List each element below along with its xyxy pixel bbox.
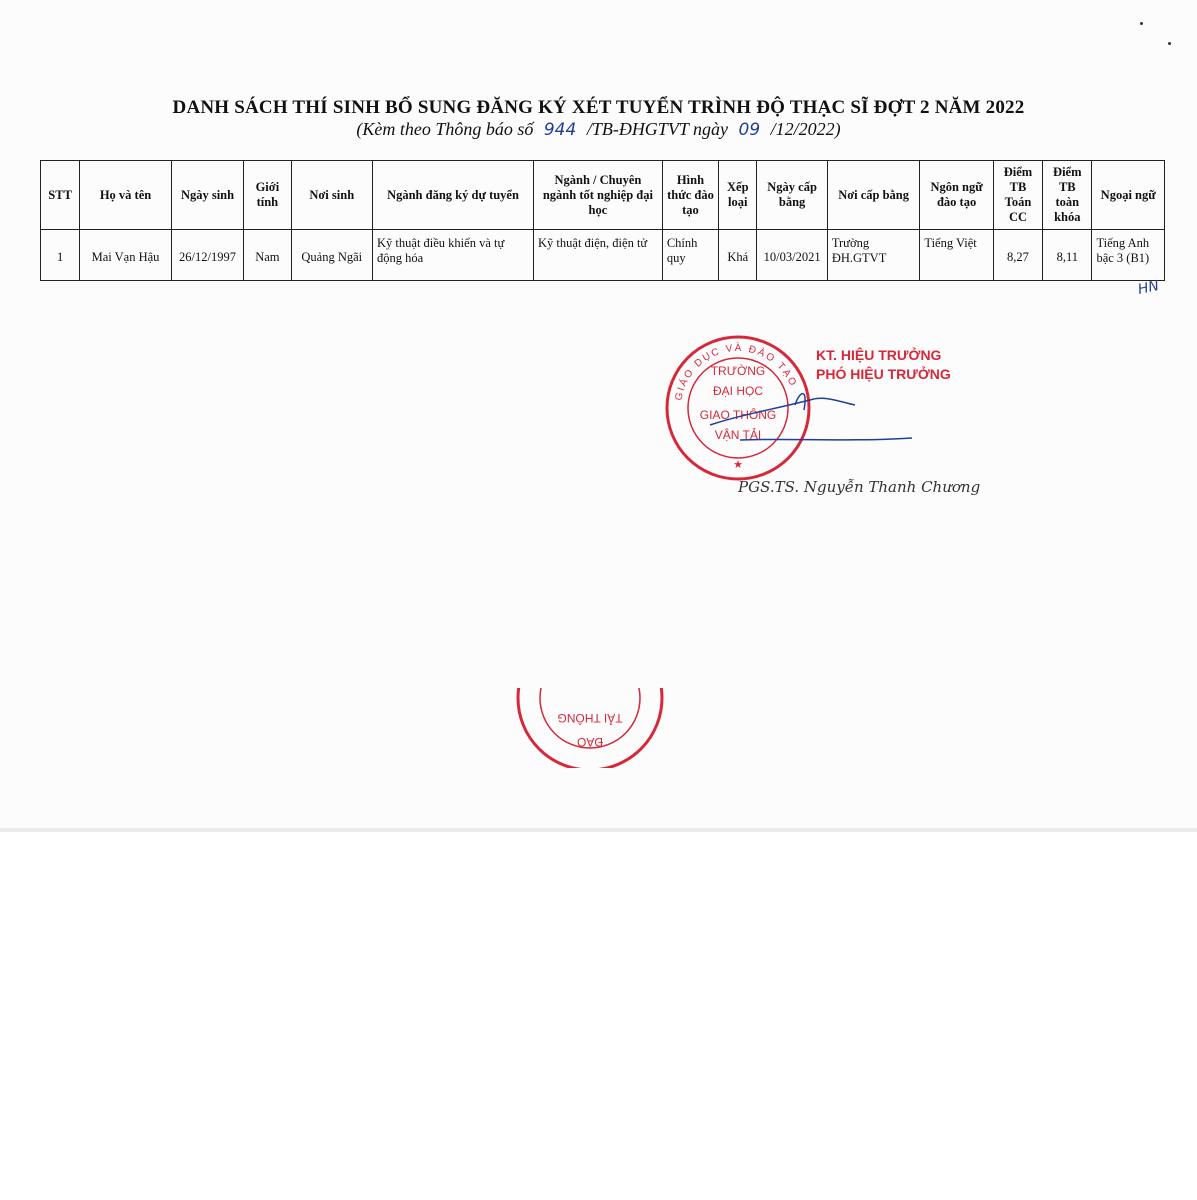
scan-edge xyxy=(0,828,1197,832)
svg-text:TRƯỜNG: TRƯỜNG xyxy=(710,364,766,378)
signature-title xyxy=(816,346,951,384)
cell-math-score: 8,27 xyxy=(993,230,1042,281)
header-cell: Ngành đăng ký dự tuyển xyxy=(373,161,534,230)
cell-classification: Khá xyxy=(719,230,757,281)
svg-text:ĐẠI HỌC: ĐẠI HỌC xyxy=(712,384,764,398)
cell-training-form: Chính quy xyxy=(662,230,718,281)
signature-title-line2: PHÓ HIỆU TRƯỞNG xyxy=(816,366,951,382)
cell-birth-date: 26/12/1997 xyxy=(171,230,243,281)
svg-text:GIÁO DỤC VÀ ĐÀO TẠO: GIÁO DỤC VÀ ĐÀO TẠO xyxy=(673,342,799,402)
cell-gender: Nam xyxy=(244,230,291,281)
candidate-table xyxy=(40,160,1165,281)
signatory-name: PGS.TS. Nguyễn Thanh Chương xyxy=(738,478,981,496)
notice-day: 09 xyxy=(738,120,761,140)
subtitle-prefix: (Kèm theo Thông báo số xyxy=(356,119,534,139)
cell-graduated-major: Kỹ thuật điện, điện tử xyxy=(534,230,663,281)
scan-speck xyxy=(1140,22,1143,25)
cell-stt: 1 xyxy=(41,230,80,281)
header-cell: Nơi cấp bằng xyxy=(827,161,920,230)
cell-degree-date: 10/03/2021 xyxy=(757,230,827,281)
cell-name: Mai Vạn Hậu xyxy=(80,230,172,281)
header-cell: Ngày cấp bằng xyxy=(757,161,827,230)
cell-foreign-language: Tiếng Anh bậc 3 (B1) xyxy=(1092,230,1165,281)
header-cell: Họ và tên xyxy=(80,161,172,230)
header-cell: Ngoại ngữ xyxy=(1092,161,1165,230)
header-cell: Ngày sinh xyxy=(171,161,243,230)
header-cell: Nơi sinh xyxy=(291,161,373,230)
header-cell: Giới tính xyxy=(244,161,291,230)
svg-text:GIAO THÔNG: GIAO THÔNG xyxy=(699,408,777,422)
document-subtitle xyxy=(0,119,1197,140)
seal-bleed-through xyxy=(512,688,668,768)
document-title: DANH SÁCH THÍ SINH BỔ SUNG ĐĂNG KÝ XÉT TUYỂN TRÌNH ĐỘ THẠC SĨ ĐỢT 2 NĂM 2022 xyxy=(172,97,1025,118)
cell-language: Tiếng Việt xyxy=(920,230,993,281)
cell-registered-major: Kỹ thuật điều khiển và tự động hóa xyxy=(373,230,534,281)
header-cell: Điểm TB toàn khóa xyxy=(1043,161,1092,230)
subtitle-middle: /TB-ĐHGTVT ngày xyxy=(586,119,728,139)
header-cell: Xếp loại xyxy=(719,161,757,230)
header-cell: Hình thức đào tạo xyxy=(662,161,718,230)
signature-strokes xyxy=(700,380,920,460)
cell-degree-issuer: Trường ĐH.GTVT xyxy=(827,230,920,281)
scan-speck xyxy=(1168,42,1171,45)
svg-text:TẢI THÔNG: TẢI THÔNG xyxy=(557,711,623,725)
handwritten-initial: HN xyxy=(1136,277,1161,299)
table-row xyxy=(41,230,1165,281)
header-cell: Ngành / Chuyên ngành tốt nghiệp đại học xyxy=(534,161,663,230)
header-cell: STT xyxy=(41,161,80,230)
svg-text:VẬN TẢI: VẬN TẢI xyxy=(714,428,762,442)
header-cell: Điểm TB Toán CC xyxy=(993,161,1042,230)
header-cell: Ngôn ngữ đào tạo xyxy=(920,161,993,230)
notice-number: 944 xyxy=(543,120,577,140)
cell-overall-score: 8,11 xyxy=(1043,230,1092,281)
signature-title-line1: KT. HIỆU TRƯỞNG xyxy=(816,347,942,363)
svg-text:ĐÀO: ĐÀO xyxy=(576,735,604,749)
svg-text:★: ★ xyxy=(733,458,743,471)
subtitle-suffix: /12/2022) xyxy=(770,119,841,139)
table-header-row xyxy=(41,161,1165,230)
cell-birthplace: Quảng Ngãi xyxy=(291,230,373,281)
